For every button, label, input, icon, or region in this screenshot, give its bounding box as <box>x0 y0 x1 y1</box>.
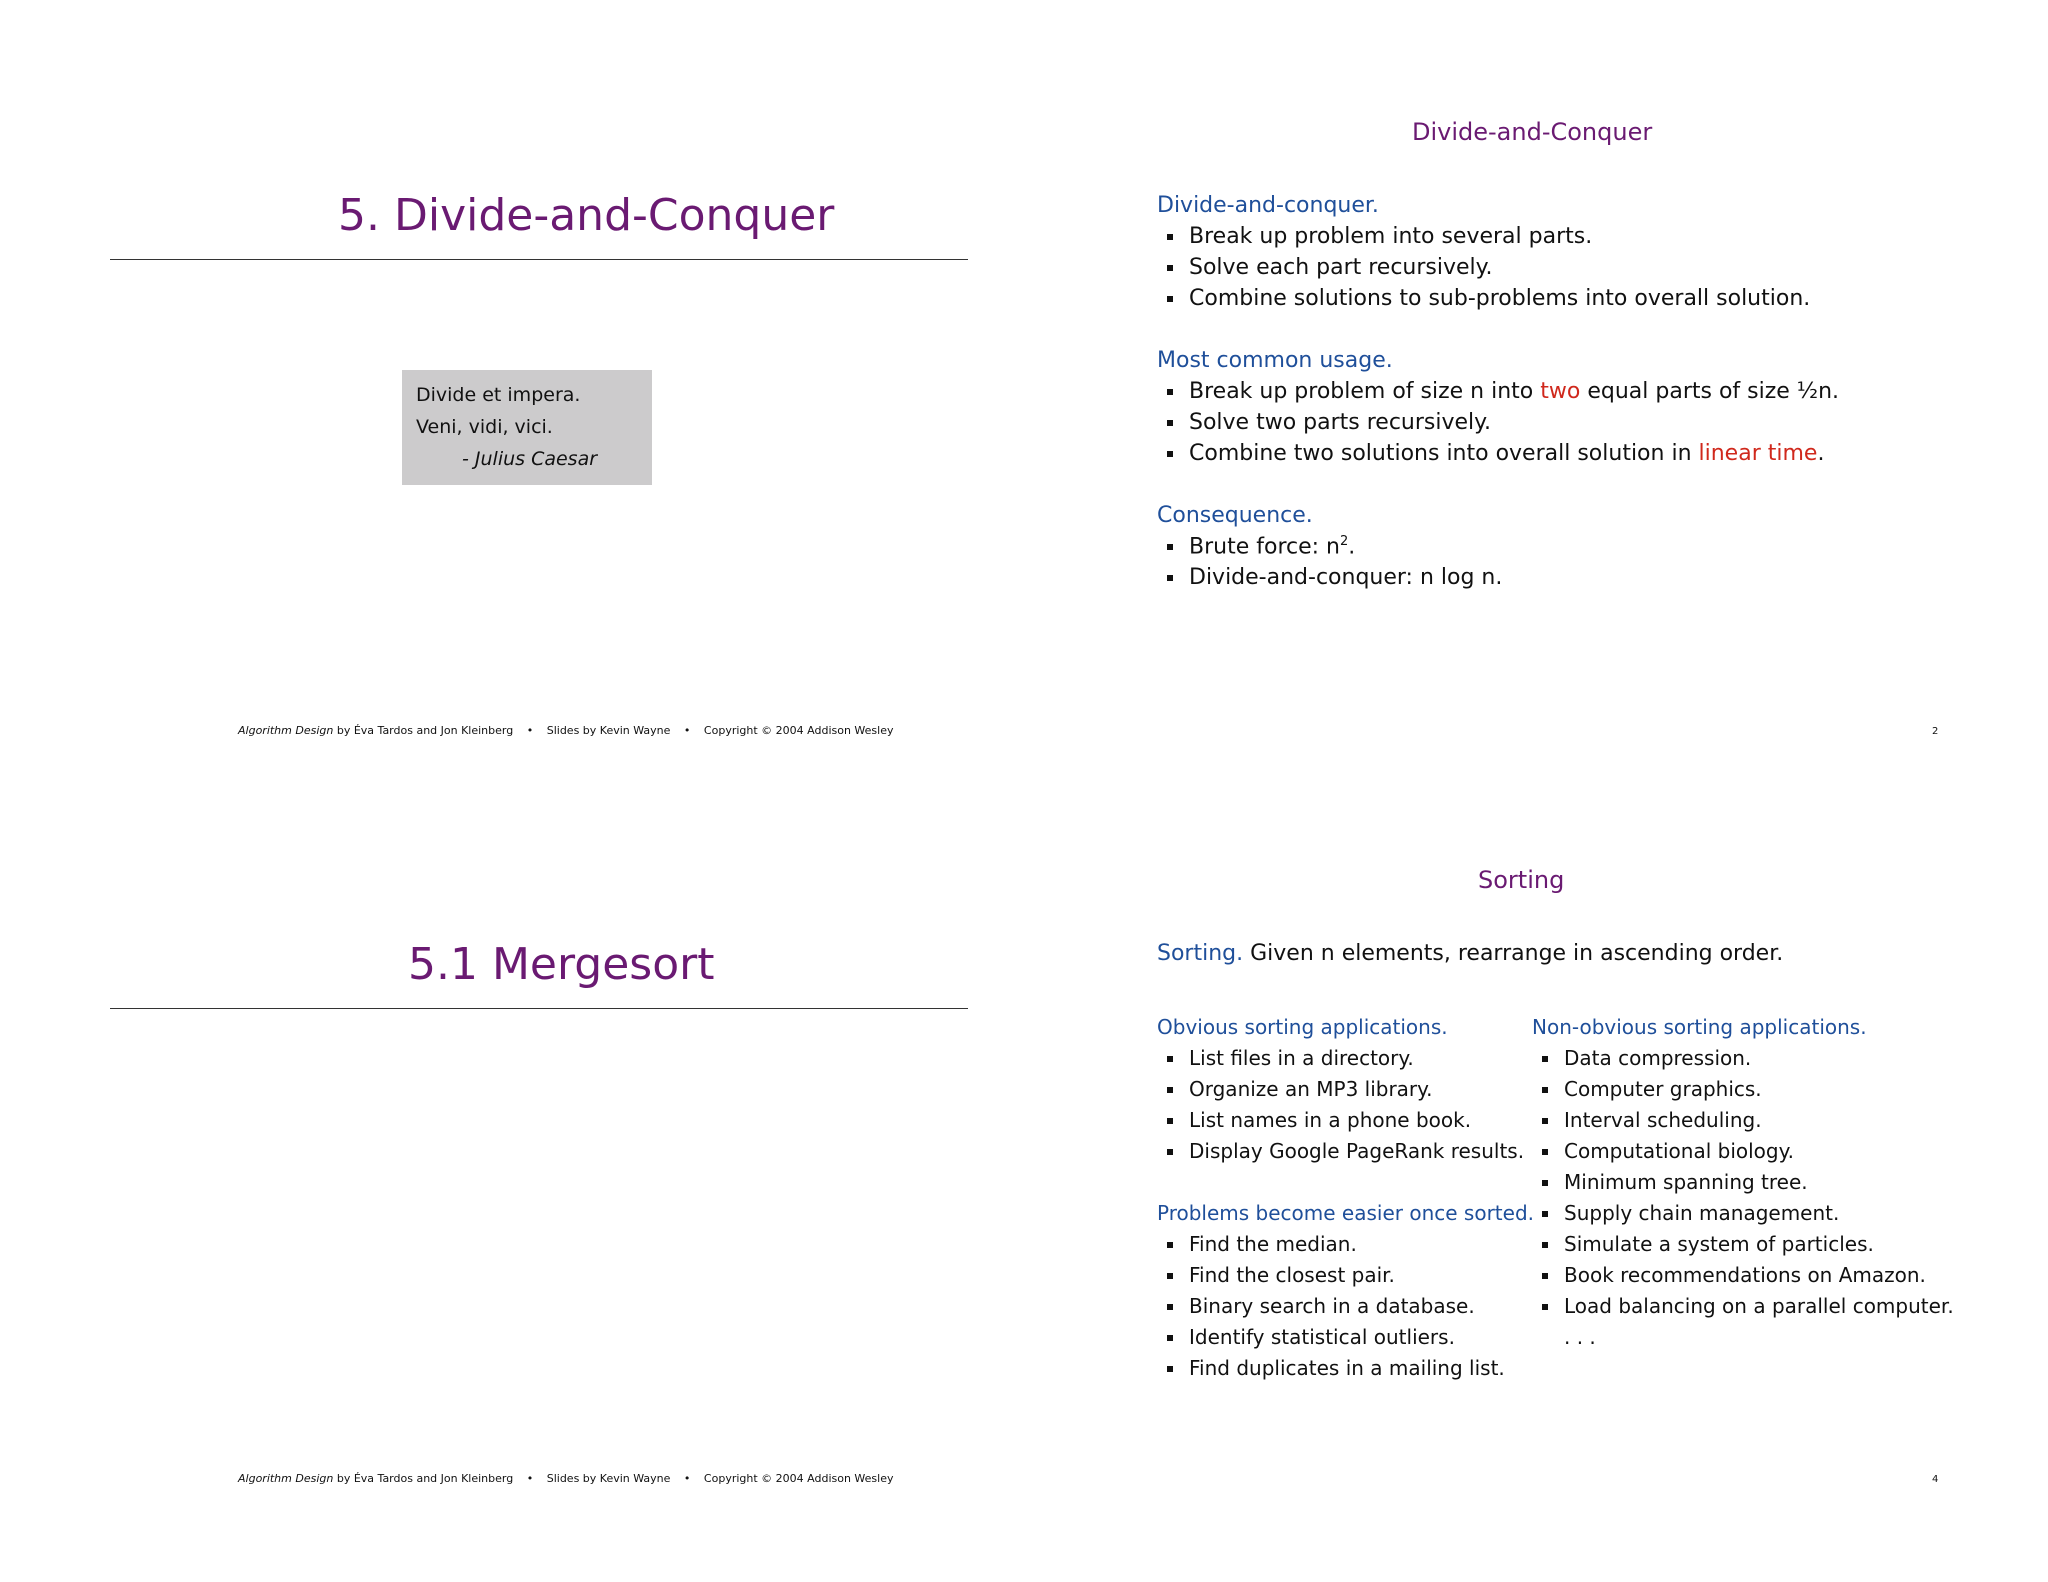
list-item: Solve two parts recursively. <box>1167 410 1491 435</box>
list-item: Break up problem of size n into two equal parts of size ½n. <box>1167 379 1839 404</box>
list-item: Divide-and-conquer: n log n. <box>1167 565 1502 590</box>
footer-authors: by Éva Tardos and Jon Kleinberg <box>333 724 514 737</box>
section-heading: Divide-and-conquer. <box>1157 193 1379 218</box>
list-item: Combine two solutions into overall solution in linear time. <box>1167 441 1824 466</box>
footer-copyright: Copyright © 2004 Addison Wesley <box>703 724 894 737</box>
slide-2-title: Divide-and-Conquer <box>1412 118 1653 146</box>
list-item: Identify statistical outliers. <box>1167 1325 1455 1349</box>
list-item: Brute force: $n^2$. <box>1167 534 1355 559</box>
section-heading: Obvious sorting applications. <box>1157 1015 1448 1039</box>
slide-3-title: 5.1 Mergesort <box>408 939 715 990</box>
list-item: Interval scheduling. <box>1542 1108 1762 1132</box>
section-heading: Problems become easier once sorted. <box>1157 1201 1534 1225</box>
list-item: List files in a directory. <box>1167 1046 1414 1070</box>
footer-slides-by: Slides by Kevin Wayne <box>546 1472 671 1485</box>
section-heading: Non-obvious sorting applications. <box>1532 1015 1867 1039</box>
slide-1-title-rule <box>110 259 968 260</box>
slide-3-footer <box>238 1472 894 1485</box>
list-item: Combine solutions to sub-problems into overall solution. <box>1167 286 1810 311</box>
list-item: Break up problem into several parts. <box>1167 224 1592 249</box>
slide-1-footer <box>238 724 894 737</box>
footer-separator: • <box>683 724 691 737</box>
sorting-intro: Sorting. Given n elements, rearrange in ascending order. <box>1157 941 1784 966</box>
list-item: Supply chain management. <box>1542 1201 1839 1225</box>
list-item: Simulate a system of particles. <box>1542 1232 1874 1256</box>
list-item: Solve each part recursively. <box>1167 255 1493 280</box>
footer-authors: by Éva Tardos and Jon Kleinberg <box>333 1472 514 1485</box>
list-item: Data compression. <box>1542 1046 1751 1070</box>
quote-attribution: - Julius Caesar <box>462 448 598 470</box>
slide-3-title-rule <box>110 1008 968 1009</box>
list-item: Find the closest pair. <box>1167 1263 1395 1287</box>
section-heading: Most common usage. <box>1157 348 1393 373</box>
footer-separator: • <box>526 1472 534 1485</box>
list-item: Organize an MP3 library. <box>1167 1077 1433 1101</box>
quote-line-1: Divide et impera. <box>416 384 581 406</box>
list-item: Display Google PageRank results. <box>1167 1139 1524 1163</box>
footer-book-title: Algorithm Design <box>238 1472 334 1485</box>
list-item: Binary search in a database. <box>1167 1294 1475 1318</box>
footer-separator: • <box>683 1472 691 1485</box>
list-item: Find the median. <box>1167 1232 1357 1256</box>
quote-box <box>402 370 652 485</box>
list-item: Load balancing on a parallel computer. <box>1542 1294 1954 1318</box>
list-item: Minimum spanning tree. <box>1542 1170 1808 1194</box>
list-item: Find duplicates in a mailing list. <box>1167 1356 1505 1380</box>
slide-4-title: Sorting <box>1478 866 1565 894</box>
quote-line-2: Veni, vidi, vici. <box>416 416 553 438</box>
footer-copyright: Copyright © 2004 Addison Wesley <box>703 1472 894 1485</box>
list-item: Computer graphics. <box>1542 1077 1762 1101</box>
section-heading: Consequence. <box>1157 503 1313 528</box>
list-item: List names in a phone book. <box>1167 1108 1471 1132</box>
slide-1-title: 5. Divide-and-Conquer <box>338 190 835 241</box>
list-item: Book recommendations on Amazon. <box>1542 1263 1926 1287</box>
footer-book-title: Algorithm Design <box>238 724 334 737</box>
footer-separator: • <box>526 724 534 737</box>
list-item: Computational biology. <box>1542 1139 1794 1163</box>
ellipsis: . . . <box>1564 1325 1596 1349</box>
page-number: 2 <box>1932 726 1939 737</box>
page-number: 4 <box>1932 1474 1939 1485</box>
footer-slides-by: Slides by Kevin Wayne <box>546 724 671 737</box>
